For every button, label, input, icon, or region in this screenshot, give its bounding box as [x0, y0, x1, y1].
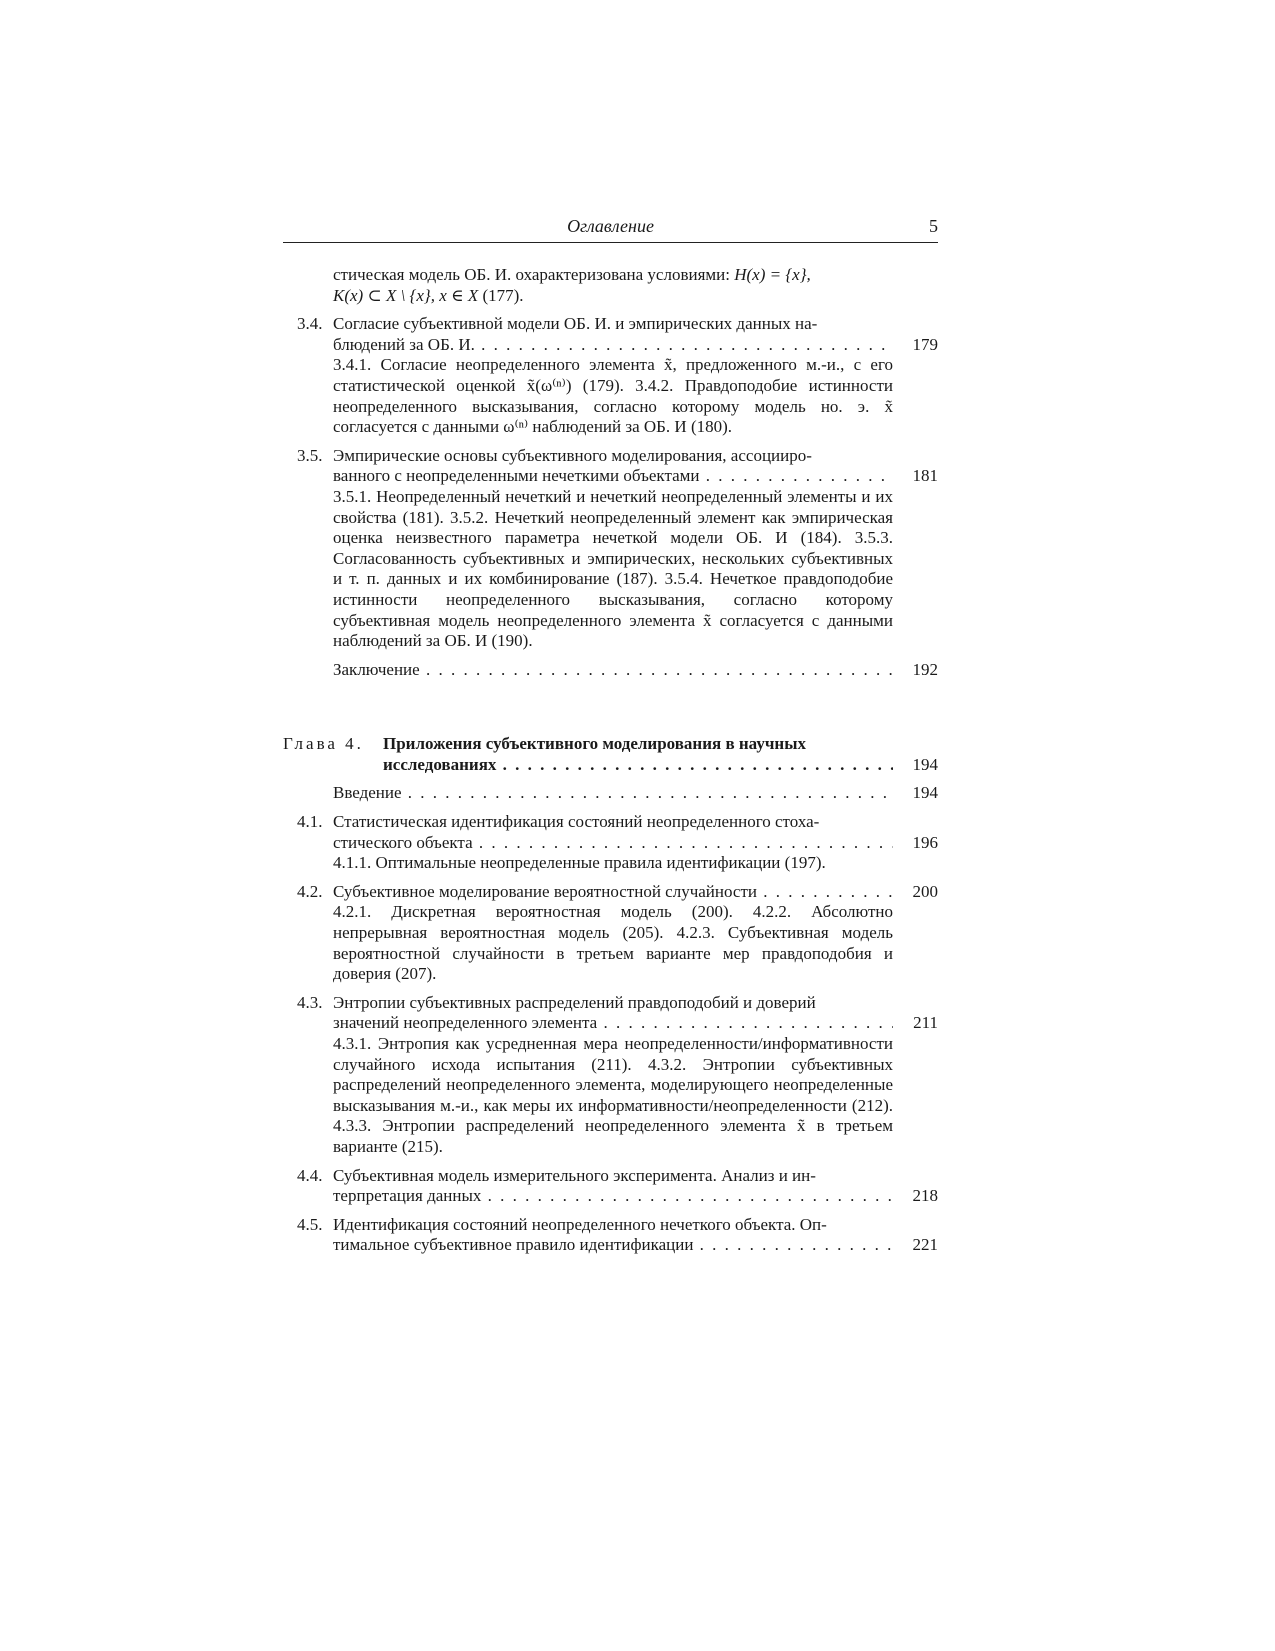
entry-title: [333, 1215, 893, 1256]
entry-title-line1: Энтропии субъективных распределений правдоподобий и доверий: [333, 992, 816, 1012]
entry-title: [333, 812, 893, 853]
entry-title: [333, 993, 893, 1034]
entry-title-line2: Введение . . .: [333, 783, 893, 804]
entry-title-line1: Идентификация состояний неопределенного нечеткого объекта. Оп-: [333, 1214, 827, 1234]
toc-entry-4-4[interactable]: [283, 1166, 938, 1207]
header-title: Оглавление: [567, 216, 654, 236]
entry-number: 4.2.: [297, 881, 323, 901]
toc-entry-4-5[interactable]: [283, 1215, 938, 1256]
entry-page: 192: [912, 659, 938, 679]
entry-page: 218: [912, 1186, 938, 1206]
entry-page: 200: [912, 881, 938, 901]
toc-entry-4-1[interactable]: [283, 812, 938, 874]
entry-title-line2: Субъективное моделирование вероятностной случайности . . .: [333, 882, 893, 903]
entry-title-line2: тимальное субъективное правило идентификации . . .: [333, 1235, 893, 1256]
entry-number: 4.1.: [297, 812, 323, 832]
continuation-text-a: стическая модель ОБ. И. охарактеризована условиями:: [333, 265, 735, 284]
entry-title-line1: Субъективная модель измерительного эксперимента. Анализ и ин-: [333, 1165, 816, 1185]
chapter-label: Глава 4.: [283, 734, 364, 754]
toc-entry-introduction[interactable]: [283, 783, 938, 804]
chapter-title-line1: Приложения субъективного моделирования в научных: [383, 734, 806, 754]
continuation-math-a: H(x) = {x},: [734, 265, 811, 284]
toc-entry-3-5[interactable]: [283, 446, 938, 652]
entry-number: 4.5.: [297, 1214, 323, 1234]
entry-page: 221: [912, 1235, 938, 1255]
entry-page: 179: [912, 334, 938, 354]
chapter-title: [383, 734, 893, 775]
entry-title: [333, 882, 893, 903]
entry-subsections: 4.2.1. Дискретная вероятностная модель (200). 4.2.2. Абсолютно непрерывная вероятностная модель (205). 4.2.3. Субъективная модель вероятностной случайности в третьем варианте мер правдоподобия и доверия (207).: [333, 902, 893, 984]
chapter-page: 194: [912, 754, 938, 774]
continuation-text-b: (177).: [478, 285, 524, 305]
entry-page: 181: [912, 466, 938, 486]
toc-continuation: [283, 265, 938, 306]
header-page-number: 5: [929, 216, 938, 236]
entry-page: 194: [912, 783, 938, 803]
entry-subsections: 3.4.1. Согласие неопределенного элемента x̃, предложенного м.-и., с его статистической оценкой x̃(ω⁽ⁿ⁾) (179). 3.4.2. Правдоподобие истинности неопределенного высказывания, согласно которому модель но. э. x̃ согласуется с данными ω⁽ⁿ⁾ наблюдений за ОБ. И (180).: [333, 355, 893, 437]
entry-subsections: 4.3.1. Энтропия как усредненная мера неопределенности/информативности случайного исхода испытания (211). 4.3.2. Энтропии субъективных распределений неопределенного элемента, моделирующего неопределенные высказывания м.-и., как меры их информативности/неопределенности (212). 4.3.3. Энтропии распределений неопределенного элемента x̃ в третьем варианте (215).: [333, 1034, 893, 1156]
running-header: [283, 216, 938, 243]
entry-title-line2: Заключение . . .: [333, 660, 893, 681]
entry-title: [333, 1166, 893, 1207]
entry-title-line2: значений неопределенного элемента . . .: [333, 1013, 893, 1034]
entry-number: 3.5.: [297, 445, 323, 465]
toc-entry-3-4[interactable]: [283, 314, 938, 438]
continuation-math-b: K(x) ⊂ X \ {x}, x ∈ X: [333, 285, 479, 305]
entry-number: 4.3.: [297, 992, 323, 1012]
entry-title-line2: ванного с неопределенными нечеткими объектами . . .: [333, 466, 893, 487]
entry-number: 4.4.: [297, 1165, 323, 1185]
toc-entry-conclusion[interactable]: [283, 660, 938, 681]
entry-title-line2: терпретация данных . . .: [333, 1186, 893, 1207]
entry-title: [333, 783, 893, 804]
entry-number: 3.4.: [297, 314, 323, 334]
entry-title-line1: Согласие субъективной модели ОБ. И. и эмпирических данных на-: [333, 314, 818, 334]
entry-title: [333, 660, 893, 681]
entry-subsections: 3.5.1. Неопределенный нечеткий и нечеткий неопределенный элементы и их свойства (181). 3.5.2. Нечеткий неопределенный элемент как эмпирическая оценка неизвестного параметра нечеткой модели ОБ. И (184). 3.5.3. Согласованность субъективных и эмпирических, нескольких субъективных и т. п. данных и их комбинирование (187). 3.5.4. Нечеткое правдоподобие истинности неопределенного высказывания, согласно которому субъективная модель неопределенного элемента x̃ согласуется с данными наблюдений за ОБ. И (190).: [333, 486, 893, 651]
toc-entry-4-2[interactable]: [283, 882, 938, 985]
toc-content: [283, 265, 938, 1264]
entry-subsections: 4.1.1. Оптимальные неопределенные правила идентификации (197).: [333, 853, 826, 873]
toc-chapter-4[interactable]: [283, 734, 938, 775]
entry-page: 211: [913, 1013, 938, 1033]
entry-title: [333, 314, 893, 355]
toc-entry-4-3[interactable]: [283, 993, 938, 1158]
entry-page: 196: [912, 832, 938, 852]
entry-title-line2: блюдений за ОБ. И. . . .: [333, 335, 893, 356]
chapter-title-line2: исследованиях . . .: [383, 755, 893, 776]
entry-title-line1: Эмпирические основы субъективного моделирования, ассоцииро-: [333, 445, 812, 465]
entry-title-line1: Статистическая идентификация состояний неопределенного стоха-: [333, 812, 820, 832]
entry-title: [333, 446, 893, 487]
entry-title-line2: стического объекта . . .: [333, 833, 893, 854]
